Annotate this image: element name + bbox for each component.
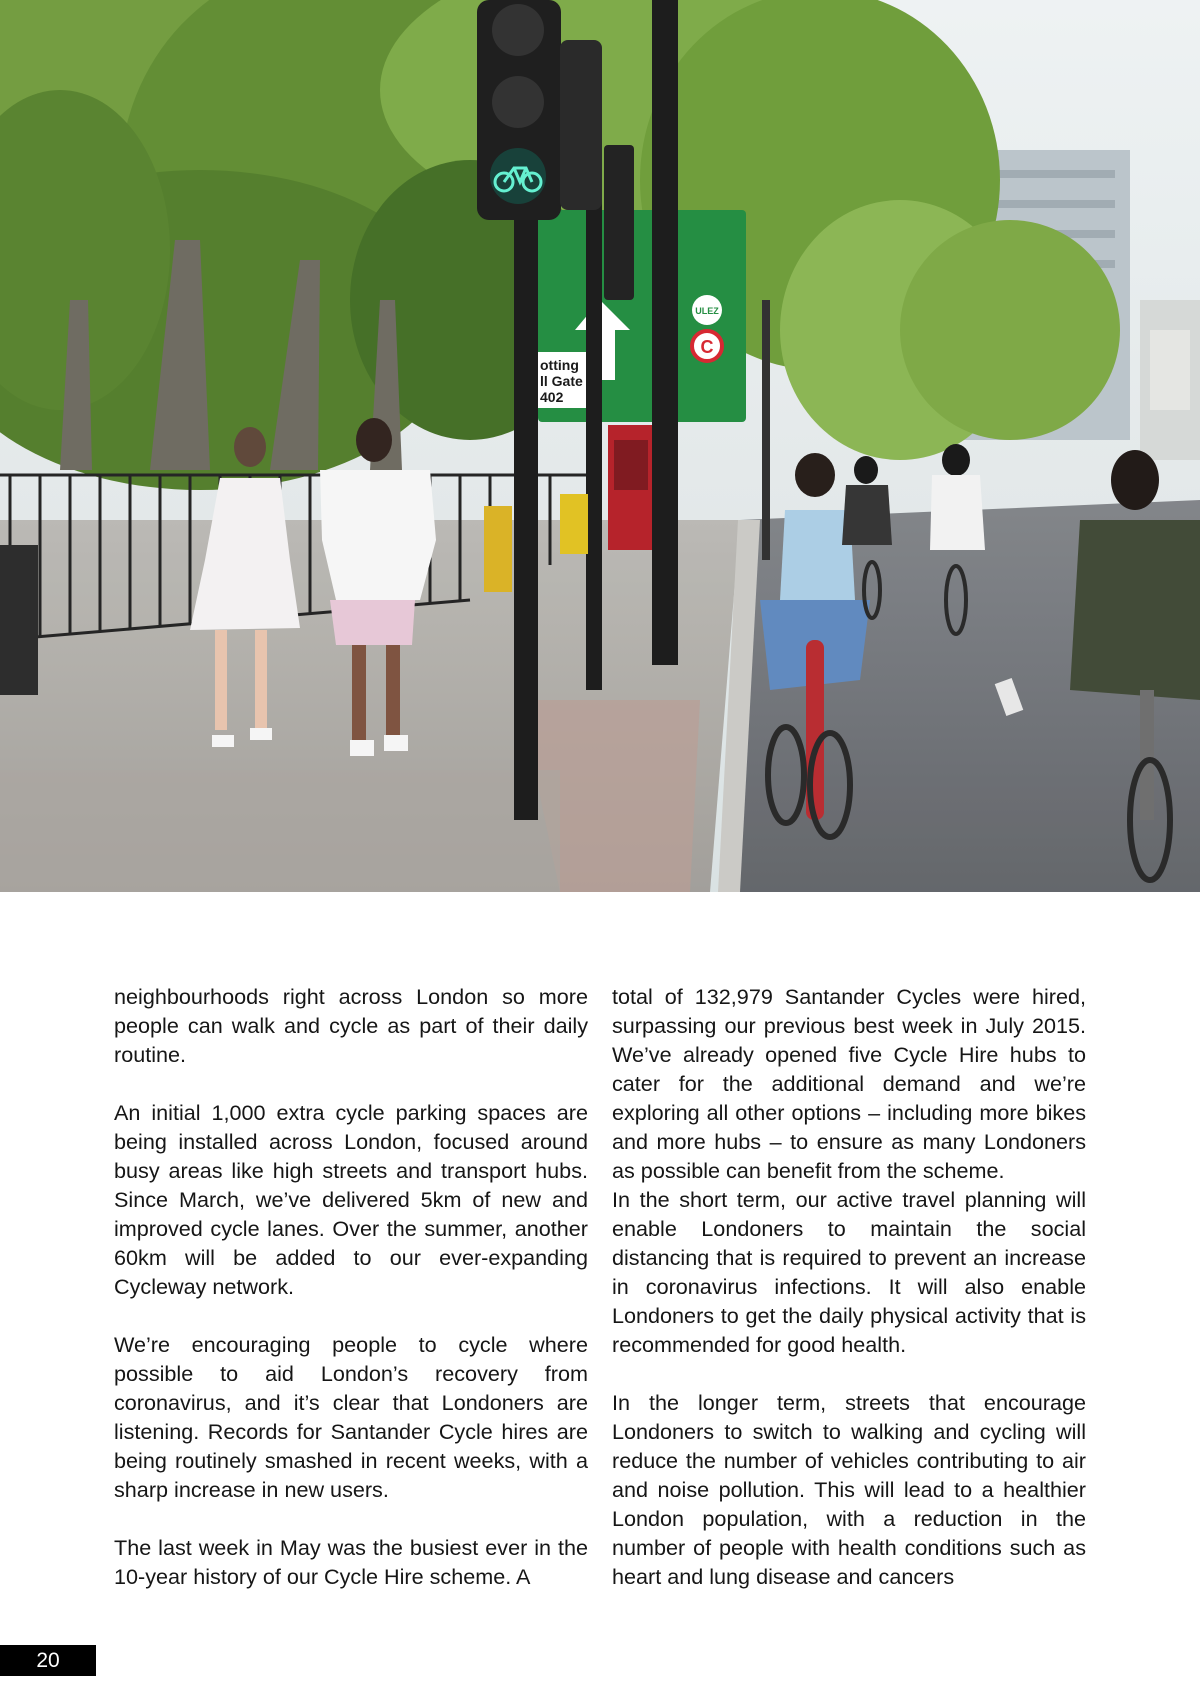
- congestion-charge-badge: C: [700, 337, 714, 357]
- article-paragraph: In the short term, our active travel planning will enable Londoners to maintain the social distancing that is required to prevent an increase in coronavirus infections. It will also enable Londoners to get the daily physical activity that is recommended for good health.: [612, 1187, 1086, 1357]
- article-paragraph: total of 132,979 Santander Cycles were hired, surpassing our previous best week in July 2015. We’ve already opened five Cycle Hire hubs to cater for the additional demand and we’re exploring all other options – including more bikes and more hubs – to ensure as many Londoners as possible can benefit from the scheme.: [612, 984, 1086, 1183]
- page-number: 20: [0, 1645, 96, 1676]
- ulez-badge: ULEZ: [695, 306, 719, 316]
- article-column-right: [612, 982, 1086, 1620]
- sign-text-line-2: ll Gate: [540, 373, 583, 389]
- article-paragraph: neighbourhoods right across London so more people can walk and cycle as part of their daily routine.: [114, 984, 588, 1067]
- article-column-left: [114, 982, 588, 1620]
- article-paragraph: The last week in May was the busiest ever in the 10-year history of our Cycle Hire scheme. A: [114, 1535, 588, 1589]
- article-paragraph: We’re encouraging people to cycle where possible to aid London’s recovery from coronavirus, and it’s clear that Londoners are listening. Records for Santander Cycle hires are being routinely smashed in recent weeks, with a sharp increase in new users.: [114, 1332, 588, 1502]
- article-paragraph: An initial 1,000 extra cycle parking spaces are being installed across London, focused around busy areas like high streets and transport hubs. Since March, we’ve delivered 5km of new and improved cycle lanes. Over the summer, another 60km will be added to our ever-expanding Cycleway network.: [114, 1100, 588, 1299]
- article-paragraph: In the longer term, streets that encourage Londoners to switch to walking and cycling will reduce the number of vehicles contributing to air and noise pollution. This will lead to a healthier London population, with a reduction in the number of people with health conditions such as heart and lung disease and cancers: [612, 1390, 1086, 1589]
- sign-text-line-3: 402: [540, 389, 564, 405]
- sign-text-line-1: otting: [540, 357, 579, 373]
